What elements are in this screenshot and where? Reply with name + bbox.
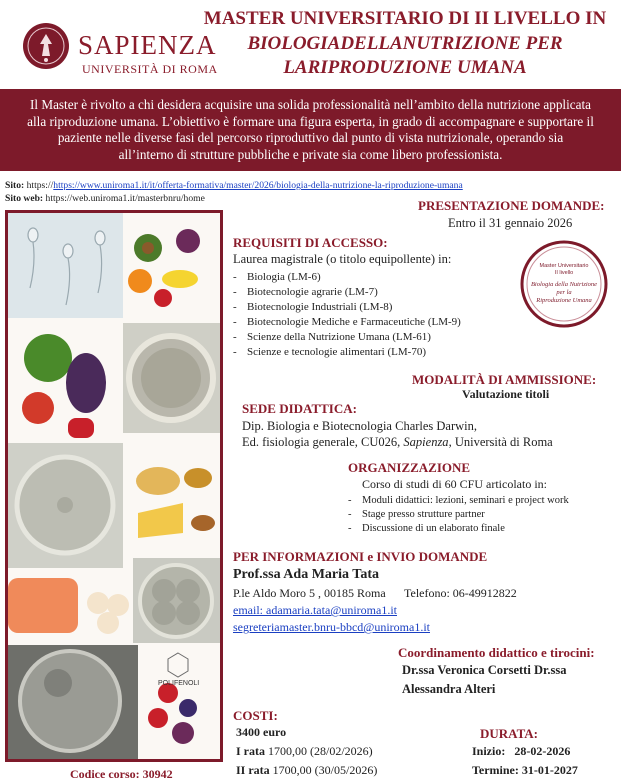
image-collage — [5, 210, 223, 762]
list-item: - Stage presso strutture partner — [348, 508, 613, 522]
organizzazione-intro: Corso di studi di 60 CFU articolato in: — [362, 477, 547, 491]
badge-line2: II livello — [554, 270, 574, 276]
list-item: - Discussione di un elaborato finale — [348, 522, 613, 536]
organizzazione-list — [348, 494, 613, 536]
intro-line1: Il Master è rivolto a chi desidera acquisire una solida professionalità nell’ambito della nutrizione applicata — [29, 97, 591, 112]
list-item: - Biotecnologie Mediche e Farmaceutiche (LM-9) — [233, 315, 523, 330]
course-code: Codice corso: 30942 — [70, 767, 173, 781]
master-badge-logo — [520, 240, 608, 328]
requisiti-title: REQUISITI DI ACCESSO: — [233, 235, 388, 250]
list-item: - Biotecnologie agrarie (LM-7) — [233, 285, 523, 300]
list-item: - Biologia (LM-6) — [233, 270, 523, 285]
list-item: - Moduli didattici: lezioni, seminari e project work — [348, 494, 613, 508]
coordinamento-line1: Dr.ssa Veronica Corsetti Dr.ssa — [402, 663, 567, 677]
list-item: - Scienze e tecnologie alimentari (LM-70) — [233, 345, 523, 360]
organizzazione-title: ORGANIZZAZIONE — [348, 460, 471, 475]
intro-line3: paziente nelle diverse fasi del percorso riproduttivo dal punto di vista nutrizionale, operando sia — [57, 130, 564, 145]
rata1: I rata 1700,00 (28/02/2026) — [236, 744, 373, 758]
sede-title: SEDE DIDATTICA: — [242, 401, 357, 416]
list-item: - Biotecnologie Industriali (LM-8) — [233, 300, 523, 315]
brand-name: SAPIENZA — [78, 30, 217, 60]
list-item: - Scienze della Nutrizione Umana (LM-61) — [233, 330, 523, 345]
ammissione-text: Valutazione titoli — [462, 387, 550, 401]
sapienza-logo — [22, 22, 70, 70]
site-line2: Sito web: https://web.uniroma1.it/masterbnru/home — [5, 193, 205, 204]
costi-title: COSTI: — [233, 708, 278, 723]
page-title-line1: MASTER UNIVERSITARIO DI II LIVELLO IN — [203, 8, 607, 29]
durata-title: DURATA: — [480, 726, 539, 741]
brand-subtitle: UNIVERSITÀ DI ROMA — [82, 62, 218, 76]
polifenoli-label: POLIFENOLI — [158, 680, 200, 687]
badge-line1: Master Universitario — [539, 263, 589, 269]
rata2: II rata 1700,00 (30/05/2026) — [236, 763, 378, 777]
coordinamento-title: Coordinamento didattico e tirocini: — [398, 645, 595, 660]
durata-inizio: Inizio: 28-02-2026 — [472, 744, 571, 758]
contact-phone: Telefono: 06-49912822 — [404, 586, 517, 600]
intro-line4: all’interno di strutture pubbliche e private sia come libero professionista. — [118, 146, 503, 162]
presentazione-deadline: Entro il 31 gennaio 2026 — [448, 216, 573, 230]
site-label1: Sito — [5, 180, 21, 191]
requisiti-list — [233, 270, 523, 360]
site-line1: Sito: https://https://www.uniroma1.it/it/offerta-formativa/master/2026/biologia-della-nutrizione-la-riproduzione-umana — [5, 180, 463, 191]
intro-text — [10, 97, 611, 163]
durata-termine: Termine: 31-01-2027 — [472, 763, 578, 777]
page-title-line3: LARIPRODUZIONE UMANA — [283, 57, 527, 78]
badge-line5: Riproduzione Umana — [536, 297, 592, 304]
coordinamento-line2: Alessandra Alteri — [402, 682, 496, 696]
site-label2: Sito web — [5, 193, 40, 204]
presentazione-title: PRESENTAZIONE DOMANDE: — [418, 198, 605, 213]
sede-line2: Ed. fisiologia generale, CU026, Sapienza, Università di Roma — [242, 435, 553, 449]
requisiti-intro: Laurea magistrale (o titolo equipollente) in: — [233, 252, 452, 266]
ammissione-title: MODALITÀ DI AMMISSIONE: — [412, 372, 597, 387]
info-title: PER INFORMAZIONI e INVIO DOMANDE — [233, 549, 488, 564]
costi-amount: 3400 euro — [236, 725, 287, 739]
badge-line4: per la — [556, 289, 572, 296]
site-link2[interactable]: https://web.uniroma1.it/masterbnru/home — [45, 193, 205, 204]
intro-line2: alla riproduzione umana. L’obiettivo è formare una figura esperta, in grado di accompagnare e supportare il — [27, 113, 594, 129]
contact-email[interactable]: email: adamaria.tata@uniroma1.it — [233, 603, 397, 617]
badge-line3: Biologia della Nutrizione — [530, 281, 598, 288]
page-title-line2: BIOLOGIADELLANUTRIZIONE PER — [247, 33, 563, 54]
contact-email-secretary[interactable]: segreteriamaster.bnru-bbcd@uniroma1.it — [233, 620, 430, 634]
site-link1[interactable]: https://www.uniroma1.it/it/offerta-formativa/master/2026/biologia-della-nutrizione-la-riproduzione-umana — [53, 180, 463, 191]
contact-address: P.le Aldo Moro 5 , 00185 Roma — [233, 586, 386, 600]
collage-illustration — [8, 213, 220, 759]
sede-line1: Dip. Biologia e Biotecnologia Charles Darwin, — [242, 419, 478, 433]
contact-name: Prof.ssa Ada Maria Tata — [233, 567, 379, 582]
